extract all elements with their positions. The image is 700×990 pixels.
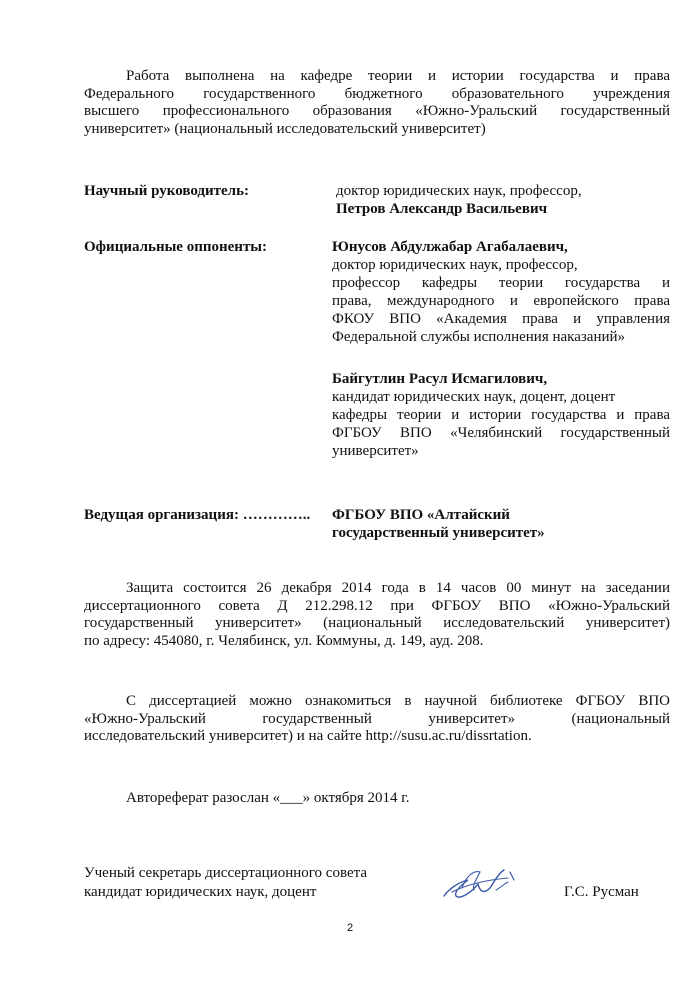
intro-line-4: университет» (национальный исследовательский университет) (84, 120, 486, 137)
signature-icon (438, 862, 528, 906)
supervisor-label: Научный руководитель: (84, 183, 249, 199)
opponent-2-name: Байгутлин Расул Исмагилович, (332, 371, 548, 387)
secretary-title (84, 864, 367, 902)
opponent-1-line-5: Федеральной службы исполнения наказаний» (332, 329, 626, 345)
supervisor-name: Петров Александр Васильевич (336, 201, 548, 217)
opponents-label: Официальные оппоненты: (84, 239, 268, 255)
intro-paragraph (84, 68, 670, 138)
secretary-line-1: Ученый секретарь диссертационного совета (84, 865, 367, 881)
opponent-2-info (332, 370, 670, 460)
secretary-line-2: кандидат юридических наук, доцент (84, 884, 317, 900)
opponent-1-name: Юнусов Абдулжабар Агабалаевич, (332, 239, 568, 255)
opponent-1-line-4: ФКОУ ВПО «Академия права и управления (332, 311, 670, 327)
opponent-2-line-2: кафедры теории и истории государства и права (332, 407, 670, 423)
opponent-1-line-2: профессор кафедры теории государства и (332, 275, 670, 291)
library-line-1: С диссертацией можно ознакомиться в научной библиотеке ФГБОУ ВПО (126, 693, 670, 709)
defense-paragraph (84, 580, 670, 650)
intro-line-3: высшего профессионального образования «Южно-Уральский государственный (84, 103, 670, 119)
page-number: 2 (346, 922, 354, 934)
defense-line-2: диссертационного совета Д 212.298.12 при ФГБОУ ВПО «Южно-Уральский (84, 597, 670, 614)
supervisor-info (336, 182, 674, 218)
supervisor-degree: доктор юридических наук, профессор, (336, 183, 582, 199)
leading-org-label: Ведущая организация: ………….. (84, 507, 311, 523)
intro-line-1: Работа выполнена на кафедре теории и истории государства и права (126, 68, 670, 84)
opponent-2-line-3: ФГБОУ ВПО «Челябинский государственный (332, 425, 670, 441)
opponent-1-line-3: права, международного и европейского права (332, 293, 670, 309)
defense-line-4: по адресу: 454080, г. Челябинск, ул. Коммуны, д. 149, ауд. 208. (84, 632, 484, 649)
intro-line-2: Федерального государственного бюджетного образовательного учреждения (84, 85, 670, 102)
opponent-2-line-1: кандидат юридических наук, доцент, доцент (332, 389, 616, 405)
leading-org-info (332, 506, 670, 542)
defense-line-3: государственный университет» (национальный исследовательский университет) (84, 615, 670, 631)
opponent-1-info (332, 238, 670, 346)
defense-line-1: Защита состоится 26 декабря 2014 года в 14 часов 00 минут на заседании (126, 580, 670, 596)
leading-org-line-1: ФГБОУ ВПО «Алтайский (332, 507, 510, 523)
opponent-1-line-1: доктор юридических наук, профессор, (332, 257, 578, 273)
opponent-2-line-4: университет» (332, 443, 419, 459)
library-paragraph (84, 693, 670, 746)
library-line-2: «Южно-Уральский государственный университет» (национальный (84, 710, 670, 727)
leading-org-line-2: государственный университет» (332, 525, 545, 541)
library-line-3: исследовательский университет) и на сайте http://susu.ac.ru/dissrtation. (84, 728, 532, 744)
distribution-line: Автореферат разослан «___» октября 2014 г. (126, 790, 410, 806)
secretary-name: Г.С. Русман (564, 884, 639, 900)
